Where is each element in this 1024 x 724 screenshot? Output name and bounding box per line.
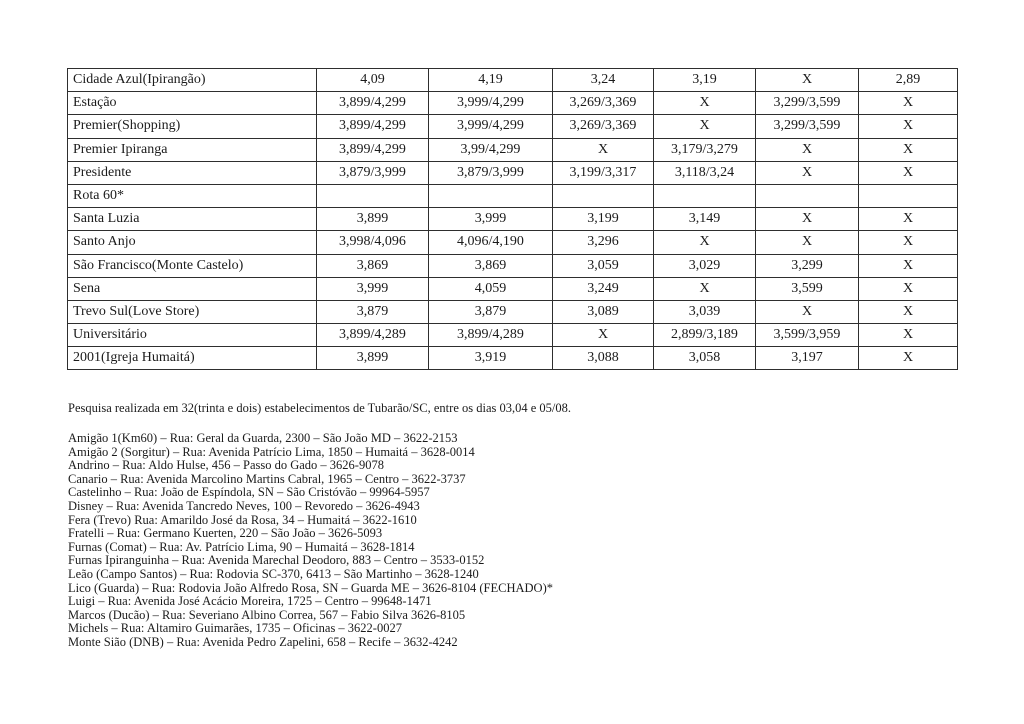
station-name-cell: 2001(Igreja Humaitá)	[68, 347, 317, 370]
price-cell: X	[859, 208, 958, 231]
table-row	[68, 277, 958, 300]
station-address-line: Amigão 1(Km60) – Rua: Geral da Guarda, 2300 – São João MD – 3622-2153	[68, 431, 458, 445]
price-cell: 3,118/3,24	[654, 161, 756, 184]
table-row	[68, 69, 958, 92]
price-cell: 4,096/4,190	[429, 231, 553, 254]
price-cell: 4,059	[429, 277, 553, 300]
station-address-line: Monte Sião (DNB) – Rua: Avenida Pedro Zapelini, 658 – Recife – 3632-4242	[68, 634, 458, 649]
price-cell: 3,879/3,999	[429, 161, 553, 184]
station-name-cell: Rota 60*	[68, 184, 317, 207]
price-cell: X	[756, 208, 859, 231]
table-row	[68, 300, 958, 323]
price-cell: 3,879/3,999	[317, 161, 429, 184]
station-address-line: Michels – Rua: Altamiro Guimarães, 1735 – Oficinas – 3622-0027	[68, 621, 402, 636]
price-cell: 3,059	[553, 254, 654, 277]
price-cell: X	[756, 161, 859, 184]
table-row	[68, 324, 958, 347]
price-cell: 3,197	[756, 347, 859, 370]
station-address-line: Amigão 2 (Sorgitur) – Rua: Avenida Patrício Lima, 1850 – Humaitá – 3628-0014	[68, 444, 475, 459]
price-cell: 3,24	[553, 69, 654, 92]
price-cell: X	[859, 347, 958, 370]
price-cell: X	[654, 92, 756, 115]
price-cell: 3,299	[756, 254, 859, 277]
price-cell: 3,296	[553, 231, 654, 254]
station-name-cell: São Francisco(Monte Castelo)	[68, 254, 317, 277]
station-name-cell: Universitário	[68, 324, 317, 347]
price-cell: 3,879	[429, 300, 553, 323]
price-cell: X	[756, 69, 859, 92]
price-cell	[654, 184, 756, 207]
price-cell: 3,058	[654, 347, 756, 370]
price-cell: 3,999	[317, 277, 429, 300]
table-row	[68, 115, 958, 138]
price-cell: X	[859, 138, 958, 161]
price-cell: 3,999/4,299	[429, 115, 553, 138]
price-cell: 3,599/3,959	[756, 324, 859, 347]
price-cell: 3,999	[429, 208, 553, 231]
price-cell: 3,899/4,299	[317, 115, 429, 138]
price-cell: 4,09	[317, 69, 429, 92]
price-cell: X	[859, 324, 958, 347]
price-cell: 3,899/4,289	[429, 324, 553, 347]
price-cell: 3,199/3,317	[553, 161, 654, 184]
station-name-cell: Santa Luzia	[68, 208, 317, 231]
station-address-line: Fera (Trevo) Rua: Amarildo José da Rosa, 34 – Humaitá – 3622-1610	[68, 512, 417, 527]
price-cell: 3,269/3,369	[553, 92, 654, 115]
price-cell: X	[654, 231, 756, 254]
price-cell: 3,269/3,369	[553, 115, 654, 138]
price-cell: 3,299/3,599	[756, 92, 859, 115]
price-cell: X	[859, 161, 958, 184]
price-cell: 3,999/4,299	[429, 92, 553, 115]
price-cell: 3,039	[654, 300, 756, 323]
station-name-cell: Premier(Shopping)	[68, 115, 317, 138]
price-cell: X	[859, 231, 958, 254]
price-cell: 3,599	[756, 277, 859, 300]
price-cell: 3,919	[429, 347, 553, 370]
station-address-line: Lico (Guarda) – Rua: Rodovia João Alfredo Rosa, SN – Guarda ME – 3626-8104 (FECHADO)*	[68, 580, 553, 595]
price-cell: 2,899/3,189	[654, 324, 756, 347]
station-name-cell: Trevo Sul(Love Store)	[68, 300, 317, 323]
station-address-line: Leão (Campo Santos) – Rua: Rodovia SC-370, 6413 – São Martinho – 3628-1240	[68, 566, 479, 581]
price-cell: X	[859, 92, 958, 115]
table-row	[68, 254, 958, 277]
price-cell	[756, 184, 859, 207]
price-cell: 3,899/4,289	[317, 324, 429, 347]
price-cell: 3,899/4,299	[317, 138, 429, 161]
table-row	[68, 92, 958, 115]
station-name-cell: Estação	[68, 92, 317, 115]
price-cell: X	[756, 300, 859, 323]
station-name-cell: Cidade Azul(Ipirangão)	[68, 69, 317, 92]
table-row	[68, 161, 958, 184]
station-address-line: Andrino – Rua: Aldo Hulse, 456 – Passo do Gado – 3626-9078	[68, 458, 384, 473]
price-cell: 3,869	[317, 254, 429, 277]
price-cell: 3,19	[654, 69, 756, 92]
price-cell: 2,89	[859, 69, 958, 92]
survey-note: Pesquisa realizada em 32(trinta e dois) estabelecimentos de Tubarão/SC, entre os dias 03,04 e 05/08.	[68, 401, 572, 415]
price-cell: 3,299/3,599	[756, 115, 859, 138]
station-address-line: Marcos (Ducão) – Rua: Severiano Albino Correa, 567 – Fabio Silva 3626-8105	[68, 607, 466, 622]
price-table-body	[68, 69, 958, 370]
price-cell	[429, 184, 553, 207]
station-address-line: Luigi – Rua: Avenida José Acácio Moreira, 1725 – Centro – 99648-1471	[68, 594, 432, 609]
price-cell	[859, 184, 958, 207]
price-cell: 3,899/4,299	[317, 92, 429, 115]
table-row	[68, 184, 958, 207]
price-cell: X	[553, 138, 654, 161]
station-address-line: Canario – Rua: Avenida Marcolino Martins Cabral, 1965 – Centro – 3622-3737	[68, 471, 466, 486]
price-cell: 3,879	[317, 300, 429, 323]
price-cell: 3,029	[654, 254, 756, 277]
station-address-line: Fratelli – Rua: Germano Kuerten, 220 – São João – 3626-5093	[68, 526, 383, 541]
price-cell: 3,998/4,096	[317, 231, 429, 254]
table-row	[68, 208, 958, 231]
price-cell: X	[756, 231, 859, 254]
station-address-list	[68, 432, 553, 650]
station-address-line: Furnas (Comat) – Rua: Av. Patrício Lima, 90 – Humaitá – 3628-1814	[68, 539, 415, 554]
price-cell: X	[553, 324, 654, 347]
price-cell: 3,088	[553, 347, 654, 370]
station-address-line: Castelinho – Rua: João de Espíndola, SN – São Cristóvão – 99964-5957	[68, 485, 430, 500]
table-row	[68, 347, 958, 370]
price-cell: 3,869	[429, 254, 553, 277]
price-cell: X	[859, 277, 958, 300]
price-cell: 3,199	[553, 208, 654, 231]
price-cell: X	[654, 277, 756, 300]
price-cell: X	[859, 300, 958, 323]
table-row	[68, 231, 958, 254]
price-cell: X	[859, 254, 958, 277]
station-name-cell: Presidente	[68, 161, 317, 184]
price-cell: 3,149	[654, 208, 756, 231]
price-cell: X	[859, 115, 958, 138]
price-cell: X	[654, 115, 756, 138]
price-cell	[317, 184, 429, 207]
price-cell: 3,089	[553, 300, 654, 323]
price-cell: 4,19	[429, 69, 553, 92]
price-cell: 3,249	[553, 277, 654, 300]
table-row	[68, 138, 958, 161]
station-name-cell: Sena	[68, 277, 317, 300]
price-table	[67, 68, 958, 370]
price-cell: X	[756, 138, 859, 161]
price-cell: 3,99/4,299	[429, 138, 553, 161]
station-address-line: Furnas Ipiranguinha – Rua: Avenida Marechal Deodoro, 883 – Centro – 3533-0152	[68, 553, 485, 568]
price-cell: 3,179/3,279	[654, 138, 756, 161]
station-address-line: Disney – Rua: Avenida Tancredo Neves, 100 – Revoredo – 3626-4943	[68, 498, 420, 513]
price-cell: 3,899	[317, 347, 429, 370]
price-cell: 3,899	[317, 208, 429, 231]
station-name-cell: Premier Ipiranga	[68, 138, 317, 161]
station-name-cell: Santo Anjo	[68, 231, 317, 254]
price-cell	[553, 184, 654, 207]
